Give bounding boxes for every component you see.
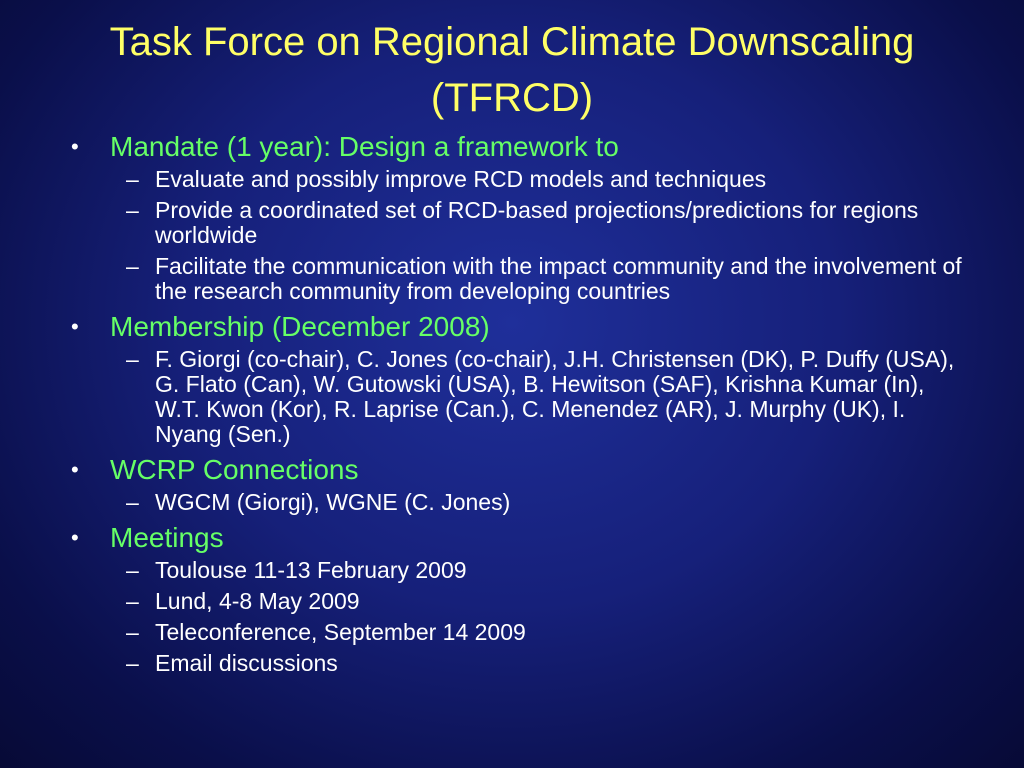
sub-item: [0, 651, 1024, 676]
sub-item-text: F. Giorgi (co-chair), C. Jones (co-chair), J.H. Christensen (DK), P. Duffy (USA), G. Flato (Can), W. Gutowski (USA), B. Hewitson (SAF), Krishna Kumar (In), W.T. Kwon (Kor), R. Laprise (Can.), C. Menendez (AR), J. Murphy (UK), I. Nyang (Sen.): [155, 346, 955, 447]
sub-item: [0, 347, 1024, 447]
dash-icon: –: [126, 557, 139, 583]
sub-item-text: Toulouse 11-13 February 2009: [155, 557, 467, 583]
sub-item: [0, 620, 1024, 645]
sub-item-text: Provide a coordinated set of RCD-based projections/predictions for regions worldwide: [155, 197, 919, 248]
sub-item-text: Email discussions: [155, 650, 338, 676]
dash-icon: –: [126, 166, 139, 192]
heading-wcrp: WCRP Connections: [110, 454, 359, 485]
sub-item: [0, 558, 1024, 583]
slide-title: Task Force on Regional Climate Downscaling (TFRCD): [109, 20, 915, 120]
sub-item: [0, 589, 1024, 614]
slide-content: [0, 130, 1024, 682]
sub-item-text: Lund, 4-8 May 2009: [155, 588, 360, 614]
bullet-icon: •: [71, 314, 79, 339]
sub-item-text: Teleconference, September 14 2009: [155, 619, 526, 645]
bullet-wcrp: [0, 453, 1024, 487]
sub-item: [0, 167, 1024, 192]
dash-icon: –: [126, 650, 139, 676]
sub-item: [0, 254, 1024, 304]
heading-mandate: Mandate (1 year): Design a framework to: [110, 131, 619, 162]
sub-item-text: Facilitate the communication with the impact community and the involvement of the research community from developing countries: [155, 253, 962, 304]
dash-icon: –: [126, 588, 139, 614]
sub-item: [0, 490, 1024, 515]
heading-membership: Membership (December 2008): [110, 311, 490, 342]
bullet-icon: •: [71, 457, 79, 482]
dash-icon: –: [126, 197, 139, 223]
sub-item: [0, 198, 1024, 248]
dash-icon: –: [126, 253, 139, 279]
dash-icon: –: [126, 489, 139, 515]
sub-item-text: Evaluate and possibly improve RCD models and techniques: [155, 166, 767, 192]
bullet-mandate: [0, 130, 1024, 164]
bullet-icon: •: [71, 525, 79, 550]
sub-item-text: WGCM (Giorgi), WGNE (C. Jones): [155, 489, 511, 515]
bullet-meetings: [0, 521, 1024, 555]
bullet-icon: •: [71, 134, 79, 159]
heading-meetings: Meetings: [110, 522, 224, 553]
dash-icon: –: [126, 346, 139, 372]
dash-icon: –: [126, 619, 139, 645]
bullet-membership: [0, 310, 1024, 344]
